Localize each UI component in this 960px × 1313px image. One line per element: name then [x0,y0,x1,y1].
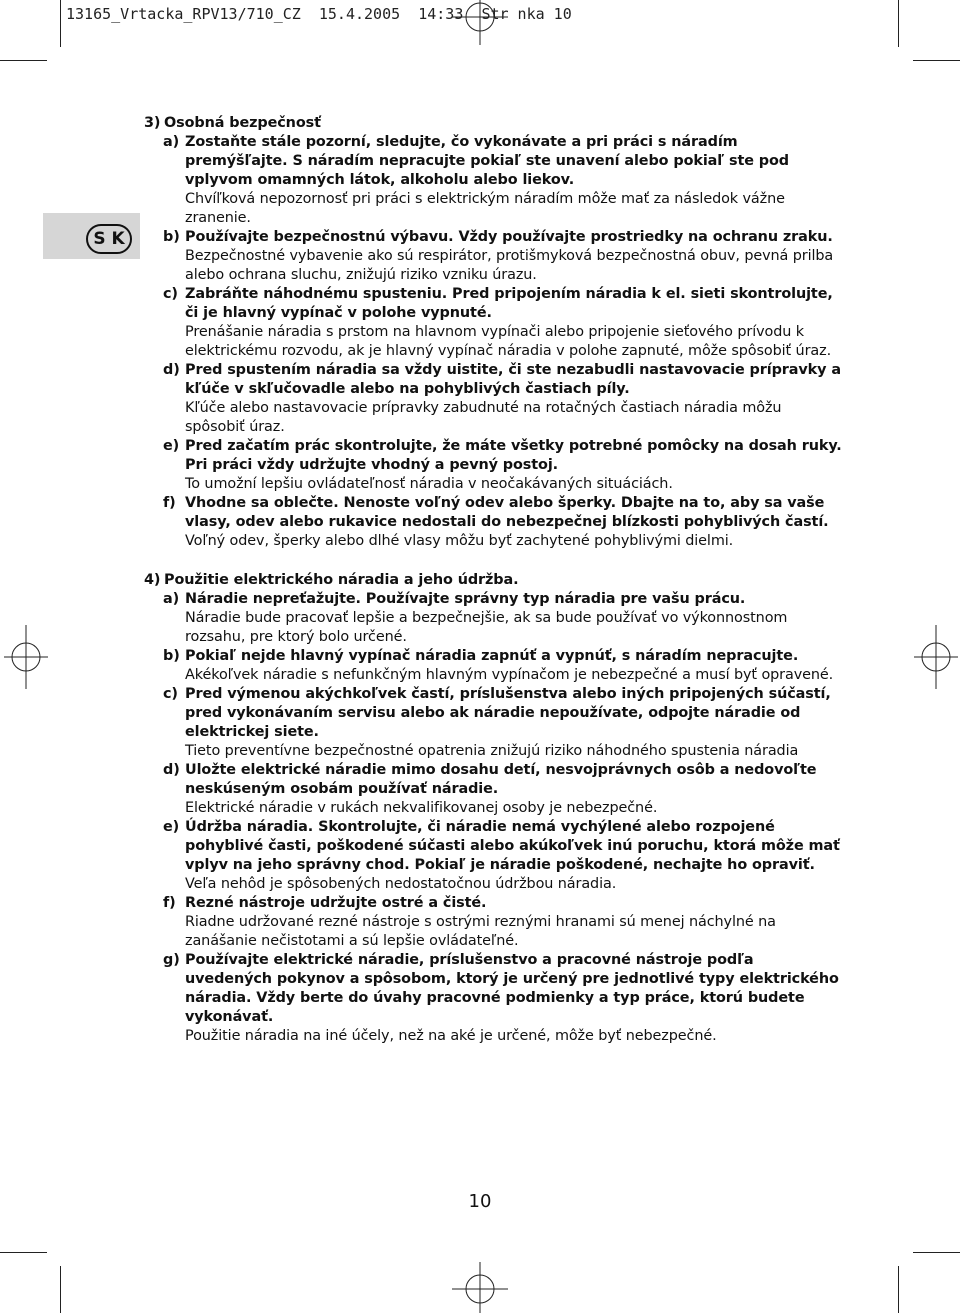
list-item [144,685,844,761]
item-label: g) [163,952,180,968]
item-explanation: Bezpečnostné vybavenie ako sú respirátor, protišmyková bezpečnostná obuv, pevná prilba alebo ochrana sluchu, znižujú riziko vzniku úrazu. [185,248,834,283]
crop-mark [60,0,61,47]
list-item [144,590,844,647]
list-item [144,818,844,894]
item-explanation: To umožní lepšiu ovládateľnosť náradia v neočakávaných situáciách. [185,476,673,492]
item-label: b) [163,648,180,664]
item-instruction: Pred začatím prác skontrolujte, že máte všetky potrebné pomôcky na dosah ruky. Pri práci vždy udržujte vhodný a pevný postoj. [185,438,842,473]
registration-mark-top [452,0,508,45]
item-explanation: Tieto preventívne bezpečnostné opatrenia znižujú riziko náhodného spustenia náradia [185,743,799,759]
item-explanation: Elektrické náradie v rukách nekvalifikovanej osoby je nebezpečné. [185,800,658,816]
slug-page: Str nka 10 [481,5,572,23]
item-label: a) [163,134,180,150]
registration-mark-left [4,625,48,689]
item-label: a) [163,591,180,607]
list-item [144,361,844,437]
item-label: e) [163,438,180,454]
item-instruction: Používajte bezpečnostnú výbavu. Vždy používajte prostriedky na ochranu zraku. [185,229,833,245]
item-instruction: Používajte elektrické náradie, príslušenstvo a pracovné nástroje podľa uvedených pokynov a spôsobom, ktorý je určený pre jednotlivé typy elektrického náradia. Vždy berte do úvahy pracovné podmienky a typ práce, ktorú budete vykonávať. [185,952,839,1025]
list-item [144,761,844,818]
item-instruction: Pokiaľ nejde hlavný vypínač náradia zapnúť a vypnúť, s náradím nepracujte. [185,648,799,664]
item-instruction: Náradie nepreťažujte. Používajte správny typ náradia pre vašu prácu. [185,591,746,607]
item-label: f) [163,895,176,911]
section-title: Použitie elektrického náradia a jeho údržba. [164,572,519,588]
item-label: c) [163,286,178,302]
section-heading [144,571,844,590]
registration-mark-bottom [452,1262,508,1313]
section-personal-safety [144,114,844,551]
item-explanation: Kľúče alebo nastavovacie prípravky zabudnuté na rotačných častiach náradia môžu spôsobiť úraz. [185,400,782,435]
item-instruction: Rezné nástroje udržujte ostré a čisté. [185,895,487,911]
registration-mark-right [914,625,958,689]
item-label: d) [163,762,180,778]
item-explanation: Voľný odev, šperky alebo dlhé vlasy môžu byť zachytené pohyblivými dielmi. [185,533,734,549]
item-label: b) [163,229,180,245]
item-explanation: Riadne udržované rezné nástroje s ostrými reznými hranami sú menej náchylné na zanášanie nečistotami a sú lepšie ovládateľné. [185,914,776,949]
slug-file: 13165_Vrtacka_RPV13/710_CZ [66,5,301,23]
list-item [144,494,844,551]
language-badge: S K [86,224,132,254]
list-item [144,951,844,1046]
item-instruction: Uložte elektrické náradie mimo dosahu detí, nesvojprávnych osôb a nedovoľte neskúseným osobám používať náradie. [185,762,817,797]
item-explanation: Veľa nehôd je spôsobených nedostatočnou údržbou náradia. [185,876,617,892]
item-instruction: Pred spustením náradia sa vždy uistite, či ste nezabudli nastavovacie prípravky a kľúče v skľučovadle alebo na pohyblivých častiach píly. [185,362,841,397]
list-item [144,647,844,685]
crop-mark [898,1266,899,1313]
item-instruction: Údržba náradia. Skontrolujte, či náradie nemá vychýlené alebo rozpojené pohyblivé časti, poškodené súčasti alebo akúkoľvek inú poruchu, ktorá môže mať vplyv na jeho správny chod. Pokiaľ je náradie poškodené, nechajte ho opraviť. [185,819,840,873]
section-number: 3) [144,115,161,131]
crop-mark [898,0,899,47]
item-label: d) [163,362,180,378]
section-number: 4) [144,572,161,588]
section-heading [144,114,844,133]
item-label: c) [163,686,178,702]
item-explanation: Použitie náradia na iné účely, než na aké je určené, môže byť nebezpečné. [185,1028,717,1044]
page-number: 10 [468,1191,492,1212]
item-explanation: Náradie bude pracovať lepšie a bezpečnejšie, ak sa bude používať vo výkonnostnom rozsahu, pre ktorý bolo určené. [185,610,788,645]
crop-mark [913,60,960,61]
item-label: e) [163,819,180,835]
section-tool-use-and-care [144,571,844,1046]
slug-date: 15.4.2005 [318,5,401,23]
list-item [144,228,844,285]
crop-mark [60,1266,61,1313]
crop-mark [913,1252,960,1253]
document-body [144,114,844,1046]
slug-time: 14:33 [418,5,464,23]
crop-mark [0,1252,47,1253]
item-explanation: Prenášanie náradia s prstom na hlavnom vypínači alebo pripojenie sieťového prívodu k elektrickému rozvodu, ak je hlavný vypínač náradia v polohe zapnuté, môže spôsobiť úraz. [185,324,832,359]
section-title: Osobná bezpečnosť [164,115,321,131]
list-item [144,285,844,361]
item-explanation: Chvíľková nepozornosť pri práci s elektrickým náradím môže mať za následok vážne zranenie. [185,191,785,226]
list-item [144,437,844,494]
list-item [144,894,844,951]
list-item [144,133,844,228]
crop-mark [0,60,47,61]
item-instruction: Zabráňte náhodnému spusteniu. Pred pripojením náradia k el. sieti skontrolujte, či je hlavný vypínač v polohe vypnuté. [185,286,833,321]
item-instruction: Zostaňte stále pozorní, sledujte, čo vykonávate a pri práci s náradím premýšľajte. S náradím nepracujte pokiaľ ste unavení alebo pokiaľ ste pod vplyvom omamných látok, alkoholu alebo liekov. [185,134,789,188]
item-label: f) [163,495,176,511]
item-explanation: Akékoľvek náradie s nefunkčným hlavným vypínačom je nebezpečné a musí byť opravené. [185,667,834,683]
item-instruction: Pred výmenou akýchkoľvek častí, príslušenstva alebo iných pripojených súčastí, pred vykonávaním servisu alebo ak náradie nepoužívate, odpojte náradie od elektrickej siete. [185,686,831,740]
item-instruction: Vhodne sa oblečte. Nenoste voľný odev alebo šperky. Dbajte na to, aby sa vaše vlasy, odev alebo rukavice nedostali do nebezpečnej blízkosti pohyblivých častí. [185,495,829,530]
